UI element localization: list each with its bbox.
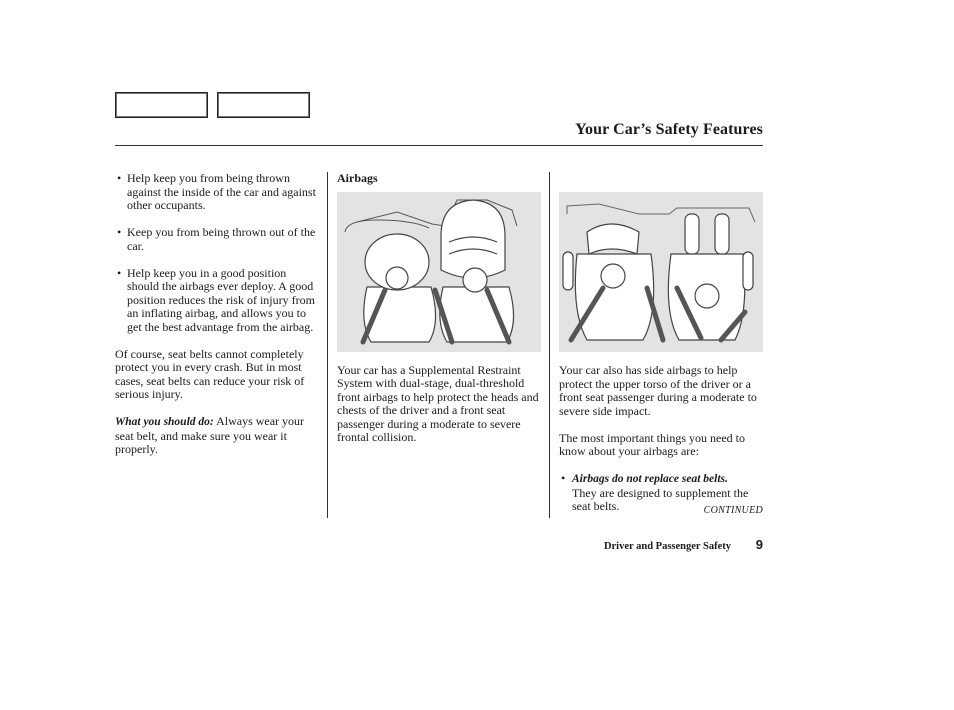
bullet-dot: • xyxy=(117,171,122,185)
bullet-lead: Airbags do not replace seat belts. xyxy=(572,473,728,485)
bullet-text: Help keep you in a good position should the airbags ever deploy. A good position reduces the risk of injury from an inflating airbag, and allows you to get the best advantage from the airbag. xyxy=(127,265,315,334)
bullet-dot: • xyxy=(561,471,566,485)
page-number: 9 xyxy=(755,537,763,552)
side-airbag-paragraph: Your car also has side airbags to help protect the upper torso of the driver or a front seat passenger during a moderate to severe side impact. xyxy=(559,363,757,418)
column-2 xyxy=(337,172,543,445)
front-airbag-illustration xyxy=(337,192,541,352)
footer-section-title: Driver and Passenger Safety xyxy=(603,541,731,552)
section-heading-airbags: Airbags xyxy=(337,171,378,185)
what-you-should-do-paragraph xyxy=(115,415,321,457)
front-airbag-paragraph: Your car has a Supplemental Restraint System with dual-stage, dual-threshold front airbags to help protect the heads and chests of the driver and a front seat passenger during a moderate to severe frontal collision. xyxy=(337,362,539,444)
column-3 xyxy=(559,172,767,514)
front-airbag-drawing xyxy=(337,192,541,352)
bullet-text: They are designed to supplement the seat belts. xyxy=(572,485,749,513)
bullet-item xyxy=(115,172,321,213)
nav-tab-button-2[interactable] xyxy=(217,92,310,118)
continued-label: CONTINUED xyxy=(703,505,763,516)
column-1 xyxy=(115,172,321,470)
side-airbag-illustration xyxy=(559,192,763,352)
bullet-item xyxy=(115,267,321,335)
nav-tab-button-1[interactable] xyxy=(115,92,208,118)
lead-body: Always wear your seat belt, and make sure you wear it properly. xyxy=(115,414,305,456)
seatbelt-limit-paragraph: Of course, seat belts cannot completely protect you in every crash. But in most cases, seat belts can reduce your risk of serious injury. xyxy=(115,346,305,401)
bullet-dot: • xyxy=(117,225,122,239)
bullet-text: Keep you from being thrown out of the car. xyxy=(127,225,316,253)
important-things-paragraph: The most important things you need to know about your airbags are: xyxy=(559,430,745,458)
lead-in: What you should do: xyxy=(115,416,214,428)
column-divider-1 xyxy=(327,172,328,518)
page-title: Your Car’s Safety Features xyxy=(575,121,763,138)
header-rule xyxy=(115,145,763,146)
bullet-text: Help keep you from being thrown against the inside of the car and against other occupants. xyxy=(127,171,316,212)
bullet-dot: • xyxy=(117,265,122,280)
side-airbag-drawing xyxy=(559,192,763,352)
column-divider-2 xyxy=(549,172,550,518)
bullet-item xyxy=(115,226,321,253)
